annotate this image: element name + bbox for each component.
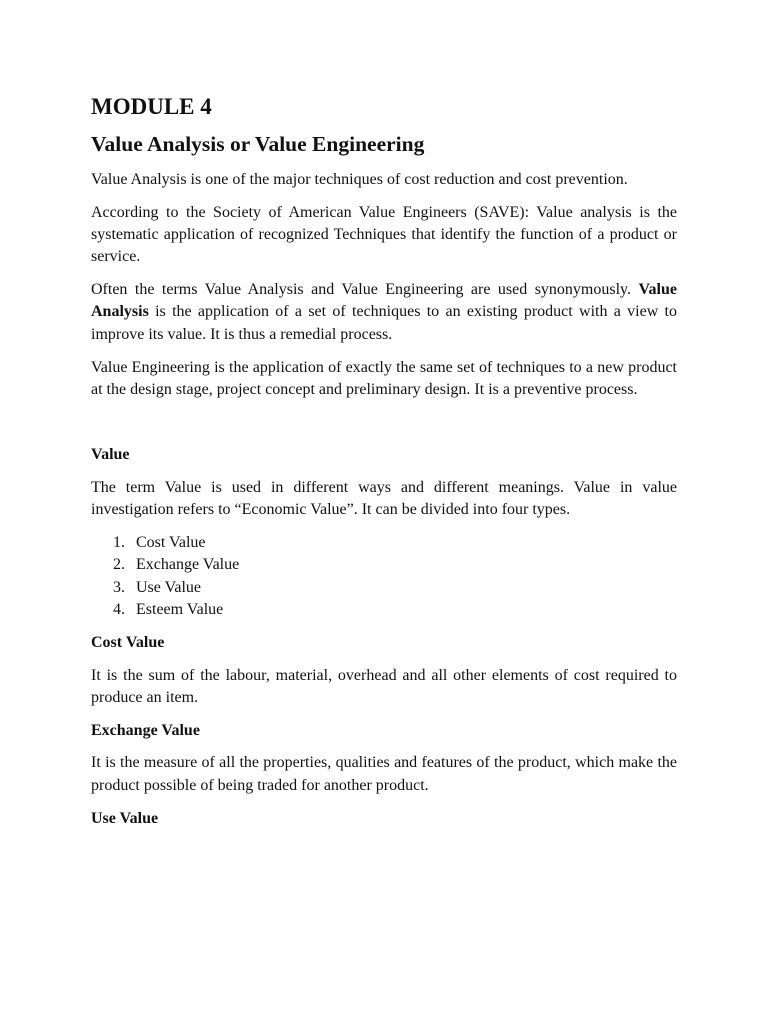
page-title: Value Analysis or Value Engineering bbox=[91, 132, 425, 156]
exchange-value-heading: Exchange Value bbox=[91, 721, 200, 739]
value-engineering-paragraph: Value Engineering is the application of exactly the same set of techniques to a new product at the design stage, project concept and preliminary design. It is a preventive process. bbox=[91, 358, 677, 398]
synonym-rest-text: is the application of a set of techniques to an existing product with a view to improve its value. It is thus a remedial process. bbox=[91, 303, 677, 343]
list-item-number: 3. bbox=[113, 578, 125, 596]
synonym-paragraph bbox=[91, 279, 677, 346]
cost-value-heading: Cost Value bbox=[91, 633, 165, 651]
list-item bbox=[91, 577, 677, 599]
use-value-heading: Use Value bbox=[91, 809, 159, 827]
list-item bbox=[91, 599, 677, 621]
save-definition-paragraph: According to the Society of American Value Engineers (SAVE): Value analysis is the systematic application of recognized Techniques that identify the function of a product or service. bbox=[91, 203, 677, 266]
list-item-number: 4. bbox=[113, 600, 125, 618]
intro-paragraph: Value Analysis is one of the major techniques of cost reduction and cost prevention. bbox=[91, 171, 628, 188]
value-types-list bbox=[91, 532, 677, 621]
cost-value-paragraph: It is the sum of the labour, material, overhead and all other elements of cost required to produce an item. bbox=[91, 666, 677, 706]
list-item-label: Cost Value bbox=[136, 534, 206, 552]
module-title: MODULE 4 bbox=[91, 94, 212, 119]
list-item bbox=[91, 532, 677, 554]
list-item-label: Exchange Value bbox=[136, 556, 240, 574]
list-item-label: Esteem Value bbox=[136, 600, 224, 618]
value-heading: Value bbox=[91, 446, 130, 464]
exchange-value-paragraph: It is the measure of all the properties, qualities and features of the product, which make the product possible of being traded for another product. bbox=[91, 754, 677, 794]
synonym-lead-text: Often the terms Value Analysis and Value Engineering are used synonymously. bbox=[91, 281, 639, 299]
list-item-number: 2. bbox=[113, 556, 125, 574]
list-item-label: Use Value bbox=[136, 578, 202, 596]
list-item bbox=[91, 554, 677, 576]
value-paragraph: The term Value is used in different ways and different meanings. Value in value investigation refers to “Economic Value”. It can be divided into four types. bbox=[91, 478, 677, 519]
list-item-number: 1. bbox=[113, 534, 125, 552]
value-analysis-bold-term: Value Analysis bbox=[91, 281, 677, 321]
